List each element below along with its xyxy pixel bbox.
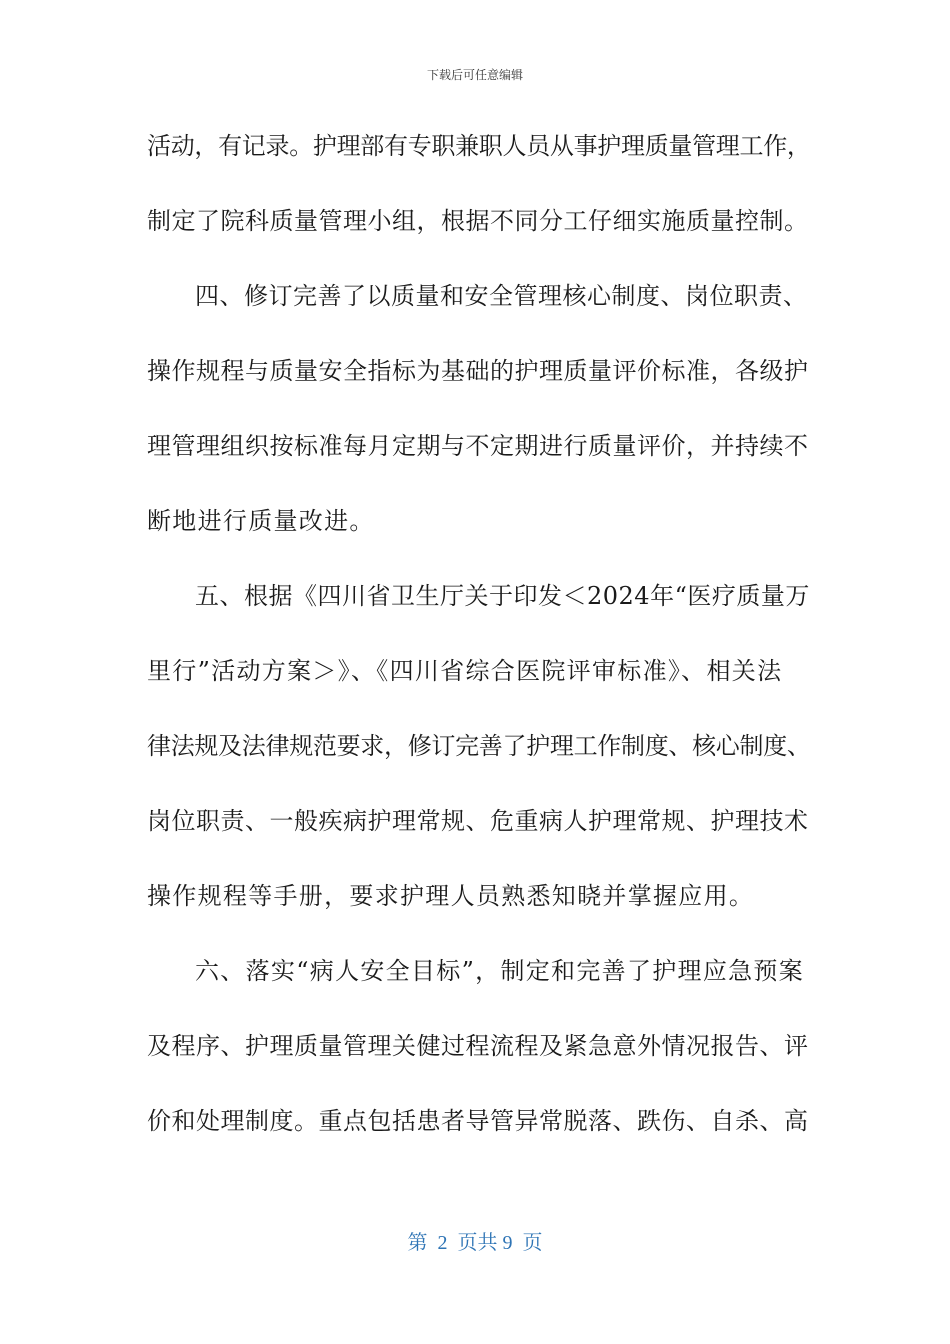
body-line-6: 断地进行质量改进。 bbox=[147, 507, 375, 535]
page-footer: 第 2 页共 9 页 bbox=[407, 1232, 543, 1254]
body-line-10: 岗位职责、一般疾病护理常规、危重病人护理常规、护理技术 bbox=[147, 807, 809, 835]
body-line-1: 活动，有记录。护理部有专职兼职人员从事护理质量管理工作， bbox=[147, 132, 811, 160]
body-line-13: 及程序、护理质量管理关健过程流程及紧急意外情况报告、评 bbox=[147, 1032, 809, 1060]
body-line-4: 操作规程与质量安全指标为基础的护理质量评价标准，各级护 bbox=[147, 357, 809, 385]
body-line-5: 理管理组织按标准每月定期与不定期进行质量评价，并持续不 bbox=[147, 432, 809, 460]
body-line-3: 四、修订完善了以质量和安全管理核心制度、岗位职责、 bbox=[195, 282, 808, 310]
body-line-14: 价和处理制度。重点包括患者导管异常脱落、跌伤、自杀、高 bbox=[147, 1107, 809, 1135]
body-line-9: 律法规及法律规范要求，修订完善了护理工作制度、核心制度、 bbox=[147, 732, 811, 760]
body-line-12: 六、落实“病人安全目标”，制定和完善了护理应急预案 bbox=[195, 957, 805, 985]
page-header: 下载后可任意编辑 bbox=[426, 68, 523, 82]
body-line-8: 里行”活动方案＞》、《四川省综合医院评审标准》、相关法 bbox=[147, 657, 783, 685]
body-line-11: 操作规程等手册，要求护理人员熟悉知晓并掌握应用。 bbox=[147, 882, 755, 910]
body-line-2: 制定了院科质量管理小组，根据不同分工仔细实施质量控制。 bbox=[147, 207, 809, 235]
body-line-7: 五、根据《四川省卫生厅关于印发＜2024年“医疗质量万 bbox=[195, 582, 810, 610]
